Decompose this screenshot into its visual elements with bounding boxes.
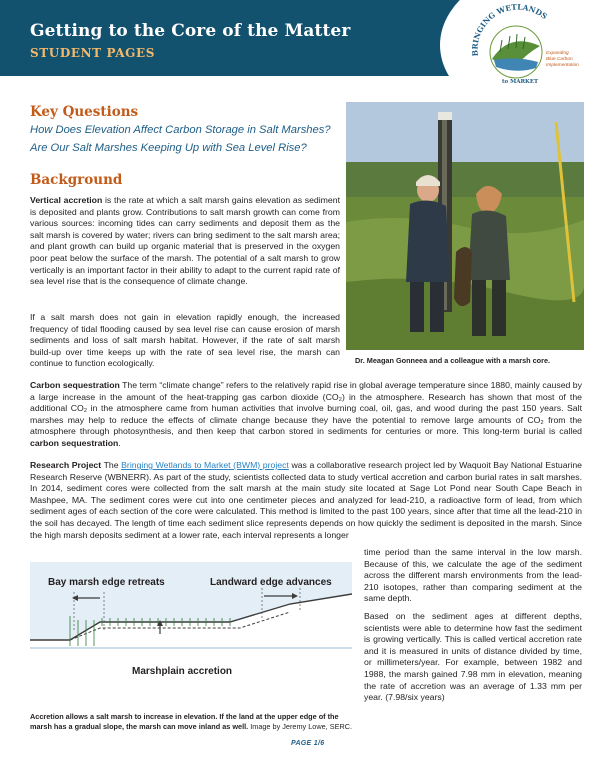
diagram-caption-text: Accretion allows a salt marsh to increase in elevation. If the land at the upper edge of the marsh has a gradual slope, the marsh can move inland as well. [30,712,339,731]
logo-side-text-2: Blue Carbon [546,57,573,62]
carbon-sequestration-text: The term “climate change” refers to the relatively rapid rise in global average temperature since 1880, mainly caused by a large increase in the amount of the heat-trapping gas carbon dioxide (CO₂) in the atmosphere. Research has shown that most of the additional CO₂ in the atmosphere came from human activities that involve burning coal, oil, gas, and wood during the past 150 years. Salt marshes may help to reduce the effects of climate change because they have the potential to remove large amounts of CO₂ from the atmosphere through photosynthesis, and then keep that carbon stored in sediments for centuries or more. This long-term burial is called [30,380,582,437]
diagram-caption [30,712,352,732]
marsh-elevation-paragraph: If a salt marsh does not gain in elevation rapidly enough, the increased frequency of tidal flooding caused by sea level rise can cause erosion of marsh sediments and loss of salt marsh habitat. However, if the rate of salt marsh build-up over time keeps up with the rate of sea level rise, the marsh can continue to function ecologically. [30,312,340,369]
page-title: Getting to the Core of the Matter [30,21,351,41]
diagram-credit: Image by Jeremy Lowe, SERC. [248,722,353,731]
marsh-core-photo-graphic [346,102,584,350]
landward-edge-advances-label: Landward edge advances [210,577,332,588]
logo-graphic [460,4,582,86]
marshplain-accretion-label: Marshplain accretion [132,666,233,677]
logo-side-text-3: Implementation [546,63,579,68]
accretion-rate-paragraph: Based on the sediment ages at different depths, scientists were able to determine how fast the sediment is growing vertically. This is called vertical accretion rate and it is measured in units of distance divided by time, or millimeters/year. For example, between 1982 and 1988, the marsh gained 7.98 mm in elevation, meaning the rate of accretion was an average of 1.33 mm per year. (7.98/six years) [364,611,582,703]
key-questions-heading: Key Questions [30,104,139,120]
research-project-continued: time period than the same interval in the low marsh. Because of this, we calculate the age of the sediment across the different marsh environments from the lead-210 isotopes, rather than comparing sediment at the same depth. [364,547,582,604]
key-question-2: Are Our Salt Marshes Keeping Up with Sea Level Rise? [30,142,307,154]
marsh-core-photo [346,102,584,350]
vertical-accretion-term: Vertical accretion [30,195,103,205]
bwm-project-link[interactable]: Bringing Wetlands to Market (BWM) project [121,460,289,470]
bay-edge-retreats-label: Bay marsh edge retreats [48,577,165,588]
bringing-wetlands-logo [460,4,582,86]
research-project-text-b: was a collaborative research project led by Waquoit Bay National Estuarine Research Reserve (WBNERR). As part of the study, scientists collected data to study vertical accretion and carbon burial rates in salt marshes. In 2014, sediment cores were collected from the salt marsh at the main study site located at Sage Lot Pond near South Cape Beach in Mashpee, MA. The sediment cores were cut into one centimeter pieces and analyzed for lead-210, a radioactive form of lead, from which sediment ages of each section of the core were calculated. This method is limited to the past 100 years, since after that time all the lead-210 in the soil has decayed. The length of time each sediment slice represents depends on how quickly the sediment is deposited in the marsh. Since the high marsh deposits sediment at a lower rate, each interval represents a longer [30,460,583,540]
page-number: PAGE 1/6 [291,740,325,747]
carbon-sequestration-paragraph [30,380,582,450]
carbon-sequestration-end: . [118,437,121,448]
logo-arc-text: BRINGING WETLANDS [470,4,549,57]
key-question-1: How Does Elevation Affect Carbon Storage in Salt Marshes? [30,124,331,136]
research-project-paragraph [30,460,582,541]
research-project-term: Research Project [30,460,102,470]
vertical-accretion-text: is the rate at which a salt marsh gains elevation as sediment is deposited and plants grow. Contributions to salt marsh growth can come from various sources: incoming tides can carry sediments and deposit them as the salt marsh is covered by water; rivers can bring sediment to the salt marsh area; and plant growth can build up organic material that is preserved in the oxygen poor peat below the surface of the marsh. The potential of a salt marsh to grow vertically is an important factor in their ability to adapt to the current rapid rate of sea level rise that is the consequence of climate change. [30,195,340,287]
logo-bottom-text: to MARKET [502,79,539,85]
carbon-sequestration-term: Carbon sequestration [30,380,120,390]
research-project-text-a: The [101,460,122,470]
background-heading: Background [30,172,123,188]
carbon-sequestration-term-2: carbon sequestration [30,437,119,448]
photo-caption: Dr. Meagan Gonneea and a colleague with a marsh core. [355,356,551,365]
logo-side-text-1: Expanding [546,51,569,56]
vertical-accretion-paragraph [30,195,340,288]
page-subtitle: STUDENT PAGES [30,46,156,60]
